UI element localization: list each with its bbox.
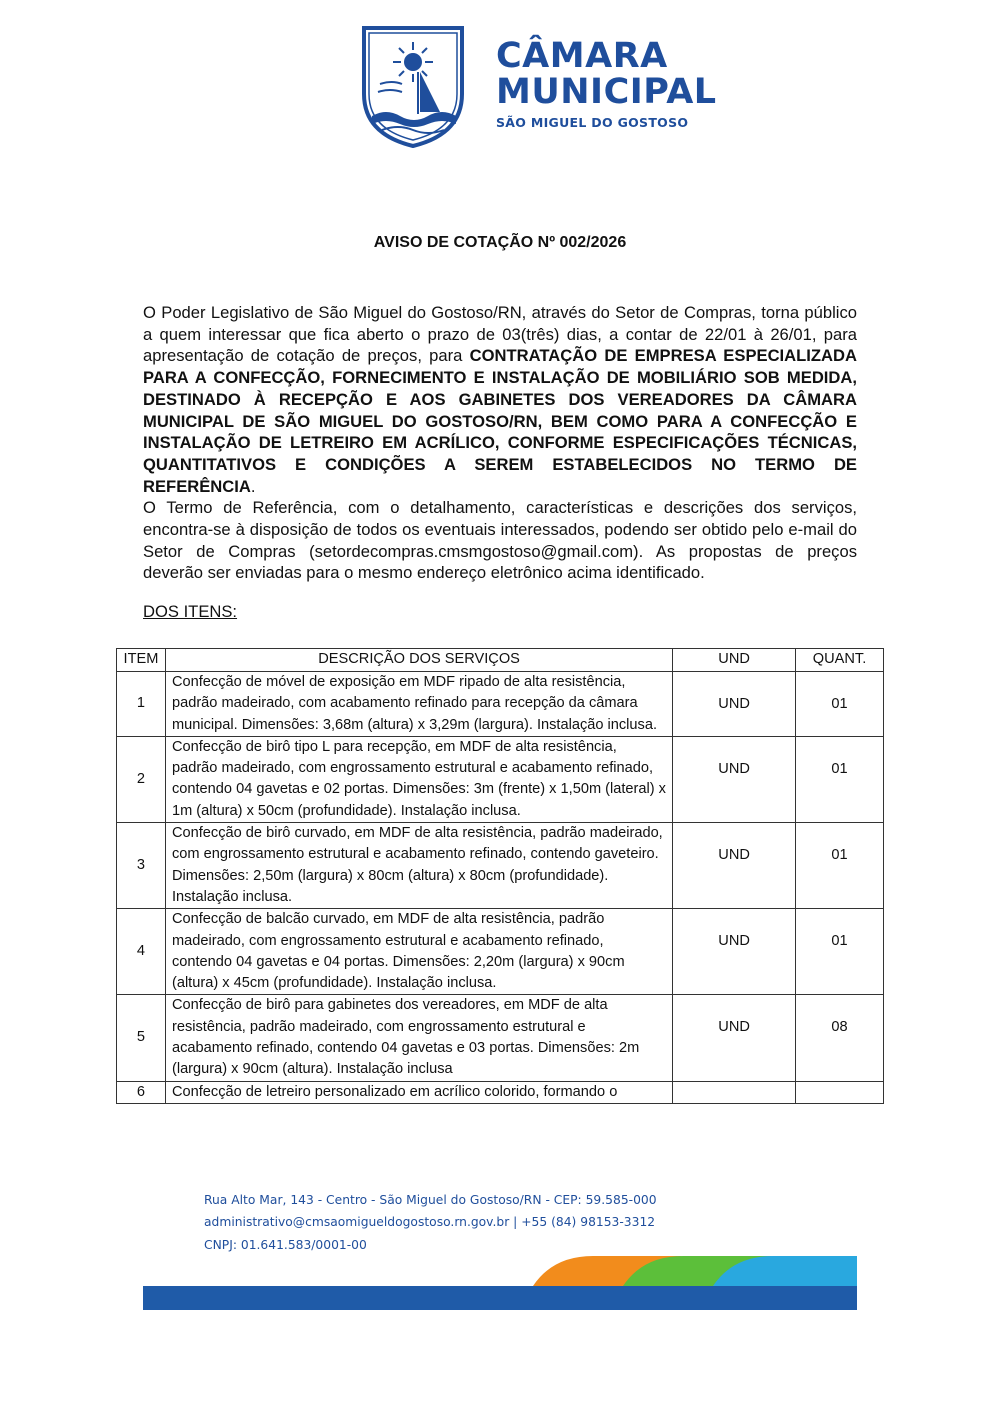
item-number: 6 <box>117 1081 166 1103</box>
paragraph-reference-terms: O Termo de Referência, com o detalhamento, características e descrições dos serviços, encontra-se à disposição de todos os eventuais interessados, podendo ser obtido pelo e-mail do Setor de Compras (setordecompras.cmsmgostoso@gmail.com). As propostas de preços deverão ser enviadas para o mesmo endereço eletrônico acima identificado. <box>143 498 857 583</box>
item-quantity: 08 <box>796 995 884 1081</box>
item-description: Confecção de birô curvado, em MDF de alta resistência, padrão madeirado, com engrossamento estrutural e acabamento refinado, contendo gaveteiro. Dimensões: 2,50m (largura) x 80cm (altura) x 80cm (profundidade). Instalação inclusa. <box>165 823 672 909</box>
brand-line-city: SÃO MIGUEL DO GOSTOSO <box>496 115 689 130</box>
brand-wordmark <box>496 38 717 132</box>
paragraph-announcement <box>143 302 857 497</box>
item-unit <box>673 1081 796 1103</box>
item-description: Confecção de balcão curvado, em MDF de alta resistência, padrão madeirado, com engrossamento estrutural e acabamento refinado, contendo 04 gavetas e 04 portas. Dimensões: 2,20m (largura) x 90cm (altura) x 45cm (profundidade). Instalação inclusa. <box>165 909 672 995</box>
table-row <box>117 736 884 822</box>
footer-color-bar <box>143 1248 857 1310</box>
brand-line-municipal: MUNICIPAL <box>496 72 717 112</box>
header-unit: UND <box>673 649 796 672</box>
paragraph-announcement-end: . <box>250 476 256 496</box>
brand-line-camara: CÂMARA <box>496 36 668 76</box>
item-unit: UND <box>673 909 796 995</box>
item-number: 4 <box>117 909 166 995</box>
item-unit: UND <box>673 995 796 1081</box>
document-title: AVISO DE COTAÇÃO Nº 002/2026 <box>373 234 627 251</box>
item-number: 1 <box>117 672 166 737</box>
section-label-items: DOS ITENS: <box>143 602 238 621</box>
item-unit: UND <box>673 736 796 822</box>
footer-email-phone: administrativo@cmsaomigueldogostoso.rn.gov.br | +55 (84) 98153-3312 <box>204 1215 656 1230</box>
item-quantity <box>796 1081 884 1103</box>
chamber-crest-logo <box>358 22 468 150</box>
sun-icon <box>393 42 433 82</box>
footer-address: Rua Alto Mar, 143 - Centro - São Miguel do Gostoso/RN - CEP: 59.585-000 <box>204 1193 657 1207</box>
item-number: 2 <box>117 736 166 822</box>
item-quantity: 01 <box>796 736 884 822</box>
table-row <box>117 672 884 737</box>
item-description: Confecção de birô tipo L para recepção, em MDF de alta resistência, padrão madeirado, com engrossamento estrutural e acabamento refinado, contendo 04 gavetas e 02 portas. Dimensões: 3m (frente) x 1,50m (lateral) x 1m (altura) x 50cm (profundidade). Instalação inclusa. <box>165 736 672 822</box>
header-description: DESCRIÇÃO DOS SERVIÇOS <box>165 649 672 672</box>
item-unit: UND <box>673 823 796 909</box>
item-number: 5 <box>117 995 166 1081</box>
item-quantity: 01 <box>796 909 884 995</box>
footer-contact <box>204 1189 657 1256</box>
item-unit: UND <box>673 672 796 737</box>
item-description: Confecção de móvel de exposição em MDF ripado de alta resistência, padrão madeirado, com acabamento refinado para recepção da câmara municipal. Dimensões: 3,68m (altura) x 3,29m (largura). Instalação inclusa. <box>165 672 672 737</box>
paragraph-announcement-text: O Poder Legislativo de São Miguel do Gostoso/RN, através do Setor de Compras, torna público a quem interessar que fica aberto o prazo de 03(três) dias, a contar de 22/01 à 26/01, para apresentação de cotação de preços, para <box>143 303 857 366</box>
items-table <box>116 648 884 1104</box>
table-header-row <box>117 649 884 672</box>
item-description: Confecção de birô para gabinetes dos vereadores, em MDF de alta resistência, padrão madeirado, com engrossamento estrutural e acabamento refinado, contendo 04 gavetas e 03 portas. Dimensões: 2m (largura) x 90cm (altura). Instalação inclusa <box>165 995 672 1081</box>
table-row <box>117 823 884 909</box>
item-number: 3 <box>117 823 166 909</box>
table-row <box>117 995 884 1081</box>
header-quantity: QUANT. <box>796 649 884 672</box>
item-description: Confecção de letreiro personalizado em acrílico colorido, formando o <box>165 1081 672 1103</box>
paragraph-announcement-object: CONTRATAÇÃO DE EMPRESA ESPECIALIZADA PARA A CONFECÇÃO, FORNECIMENTO E INSTALAÇÃO DE MOBILIÁRIO SOB MEDIDA, DESTINADO À RECEPÇÃO E AOS GABINETES DOS VEREADORES DA CÂMARA MUNICIPAL DE SÃO MIGUEL DO GOSTOSO/RN, BEM COMO PARA A CONFECÇÃO E INSTALAÇÃO DE LETREIRO EM ACRÍLICO, CONFORME ESPECIFICAÇÕES TÉCNICAS, QUANTITATIVOS E CONDIÇÕES A SEREM ESTABELECIDOS NO TERMO DE REFERÊNCIA <box>143 346 857 496</box>
footer-cnpj: CNPJ: 01.641.583/0001-00 <box>204 1237 367 1252</box>
table-row <box>117 909 884 995</box>
item-quantity: 01 <box>796 672 884 737</box>
item-quantity: 01 <box>796 823 884 909</box>
table-row <box>117 1081 884 1103</box>
document-body <box>143 302 857 584</box>
header-item: ITEM <box>117 649 166 672</box>
